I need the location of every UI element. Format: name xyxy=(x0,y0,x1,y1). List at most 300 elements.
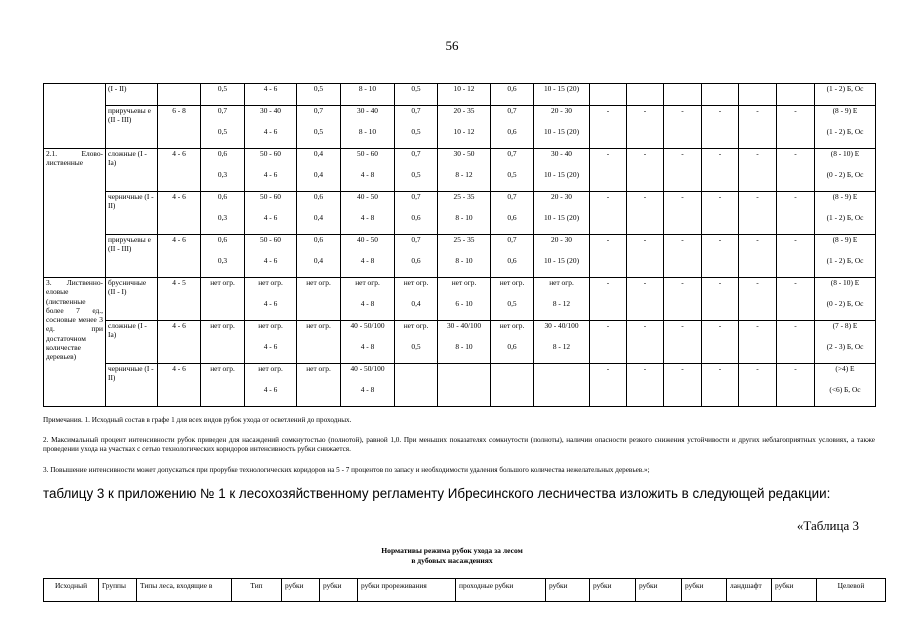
age-value: 4 - 6 xyxy=(172,321,186,330)
cell-spacer xyxy=(201,203,244,214)
value-cell xyxy=(739,321,777,364)
cell-value-bottom: 0,6 xyxy=(507,342,517,351)
cell-value: нет огр. xyxy=(306,364,331,373)
forest-type-label: черничные (I - II) xyxy=(108,192,154,211)
cell-value-bottom: 0,5 xyxy=(411,127,421,136)
target-composition-value: (8 - 10) Е xyxy=(830,278,860,287)
cell-value-top: 50 - 60 xyxy=(260,235,281,244)
table-3-header-cell: проходные рубки xyxy=(456,579,546,602)
cell-value-bottom: 0,6 xyxy=(507,256,517,265)
cell-value: нет огр. xyxy=(210,278,235,287)
target-composition-value: (8 - 9) Е xyxy=(832,192,858,201)
value-cell xyxy=(702,106,739,149)
cell-spacer xyxy=(815,117,875,128)
cell-value-top: 0,6 xyxy=(217,149,228,158)
value-cell xyxy=(491,235,534,278)
cell-value xyxy=(627,84,663,95)
cell-spacer xyxy=(201,117,244,128)
table-3-title xyxy=(0,546,904,566)
cell-value-top: 30 - 40 xyxy=(357,106,378,115)
cell-spacer xyxy=(245,117,296,128)
value-cell xyxy=(491,364,534,407)
value-cell xyxy=(297,84,341,106)
cell-value-bottom: 10 - 15 (20) xyxy=(543,256,580,265)
page-number: 56 xyxy=(445,38,459,53)
cell-value-bottom: 10 - 15 (20) xyxy=(543,170,580,179)
value-cell xyxy=(590,149,627,192)
cell-value: - xyxy=(643,106,647,115)
cell-value-top: 20 - 35 xyxy=(453,106,475,115)
age-value: 4 - 6 xyxy=(172,192,186,201)
value-cell xyxy=(341,364,395,407)
cell-value-bottom: 10 - 15 (20) xyxy=(543,213,580,222)
target-composition-value: (1 - 2) Б, Ос xyxy=(826,213,864,222)
value-cell xyxy=(627,106,664,149)
cell-value-bottom: 4 - 8 xyxy=(360,342,375,351)
cell-value-top: нет огр. xyxy=(355,278,380,287)
cell-value-top: 50 - 60 xyxy=(357,149,378,158)
value-cell xyxy=(491,192,534,235)
cell-value-bottom: 8 - 10 xyxy=(455,342,473,351)
cell-value-top: нет огр. xyxy=(499,278,525,287)
cell-value-top: нет огр. xyxy=(258,321,283,330)
cell-value-top: нет огр. xyxy=(258,364,283,373)
value-cell xyxy=(590,364,627,407)
cell-spacer xyxy=(341,375,394,386)
value-cell xyxy=(702,278,739,321)
cell-value xyxy=(534,364,589,375)
value-cell xyxy=(664,192,702,235)
cell-spacer xyxy=(201,160,244,171)
cell-value-top: 0,7 xyxy=(411,235,421,244)
forest-group-cell xyxy=(44,149,106,278)
cell-value-bottom: 0,4 xyxy=(313,170,324,179)
cell-value: - xyxy=(794,149,797,158)
value-cell xyxy=(245,364,297,407)
cell-spacer xyxy=(438,289,490,300)
value-cell xyxy=(702,192,739,235)
value-cell xyxy=(341,321,395,364)
value-cell xyxy=(702,321,739,364)
forest-type-label: черничные (I - II) xyxy=(108,364,154,383)
target-composition-value: (7 - 8) Е xyxy=(832,321,858,330)
instruction-text: таблицу 3 к приложению № 1 к лесохозяйственному регламенту Ибресинского лесничества изложить в следующей редакции: xyxy=(43,486,831,501)
cell-value: - xyxy=(718,106,722,115)
target-composition-value: (8 - 10) Е xyxy=(830,149,860,158)
note-3: 3. Повышение интенсивности может допускаться при прорубке технологических коридоров на 5 - 7 процентов по запасу и необходимости удаления большого количества нежелательных деревьев.»; xyxy=(43,466,650,474)
value-cell xyxy=(534,235,590,278)
age-cell xyxy=(158,106,201,149)
value-cell xyxy=(438,321,491,364)
cell-value xyxy=(739,84,776,95)
cell-value-bottom: 0,4 xyxy=(411,299,421,308)
target-composition-cell xyxy=(815,84,876,106)
cell-value: - xyxy=(718,149,722,158)
cell-spacer xyxy=(297,160,340,171)
cell-value: 0,5 xyxy=(217,84,228,93)
note-1: Примечания. 1. Исходный состав в графе 1 для всех видов рубок ухода от осветлений до проходных. xyxy=(43,416,352,424)
target-composition-cell xyxy=(815,235,876,278)
cell-value: - xyxy=(718,278,722,287)
value-cell xyxy=(491,106,534,149)
cell-value-bottom: 4 - 6 xyxy=(263,385,278,394)
cell-value-bottom: 0,6 xyxy=(507,127,517,136)
cell-value-bottom: 0,5 xyxy=(507,170,517,179)
value-cell xyxy=(297,235,341,278)
value-cell xyxy=(395,364,438,407)
cell-spacer xyxy=(297,246,340,257)
table-row xyxy=(44,149,876,192)
cell-value: - xyxy=(756,149,759,158)
value-cell xyxy=(438,84,491,106)
value-cell xyxy=(201,278,245,321)
value-cell xyxy=(201,84,245,106)
cell-spacer xyxy=(815,289,875,300)
value-cell xyxy=(627,321,664,364)
forest-type-label: приручьевы е (II - III) xyxy=(108,106,151,125)
cell-value-bottom: 4 - 8 xyxy=(360,213,375,222)
table-3-header-cell: Группы xyxy=(99,579,137,602)
value-cell xyxy=(739,149,777,192)
cell-value-bottom: 0,5 xyxy=(411,342,421,351)
forest-group-cell xyxy=(44,278,106,407)
target-composition-value: (<6) Б, Ос xyxy=(829,385,861,394)
value-cell xyxy=(395,192,438,235)
cell-spacer xyxy=(245,246,296,257)
table-3-header-cell: Типы леса, входящие в xyxy=(137,579,232,602)
cell-value: - xyxy=(643,235,647,244)
target-composition-value: (8 - 9) Е xyxy=(832,106,858,115)
value-cell xyxy=(627,235,664,278)
value-cell xyxy=(739,364,777,407)
cell-value-top: 25 - 35 xyxy=(453,192,475,201)
target-composition-value: (8 - 9) Е xyxy=(832,235,858,244)
cell-value: - xyxy=(681,106,684,115)
value-cell xyxy=(438,106,491,149)
cell-spacer xyxy=(491,203,533,214)
note-2: 2. Максимальный процент интенсивности рубок приведен для насаждений сомкнутостью (полнотой), равной 1,0. При меньших показателях сомкнутости (полноты), наличии опасности резкого снижения устойчивости и других неблагоприятных условиях, а также проведении ухода на участках с сетью технологических коридоров интенсивность рубки снижается. xyxy=(43,436,875,453)
table-row xyxy=(44,278,876,321)
cell-value-top: 0,6 xyxy=(217,235,228,244)
table-3-header xyxy=(43,578,886,602)
age-value xyxy=(158,84,200,95)
cell-value-top: 40 - 50/100 xyxy=(350,321,385,330)
forest-type-label: сложные (I - Ia) xyxy=(108,321,147,340)
cell-value-top: 20 - 30 xyxy=(551,106,572,115)
cell-value-top: 0,7 xyxy=(217,106,228,115)
value-cell xyxy=(341,84,395,106)
cell-value-bottom: 4 - 6 xyxy=(263,256,278,265)
value-cell xyxy=(739,278,777,321)
age-value: 4 - 5 xyxy=(172,278,186,287)
forest-type-cell xyxy=(106,149,158,192)
value-cell xyxy=(201,106,245,149)
cell-spacer xyxy=(815,332,875,343)
cell-value-top: 0,7 xyxy=(507,149,517,158)
value-cell xyxy=(627,278,664,321)
value-cell xyxy=(245,192,297,235)
cell-spacer xyxy=(201,246,244,257)
cell-value-top: нет огр. xyxy=(451,278,477,287)
cell-value-bottom: 0,3 xyxy=(217,213,228,222)
cell-spacer xyxy=(438,203,490,214)
cell-value-top: 30 - 40 xyxy=(260,106,281,115)
cell-spacer xyxy=(341,289,394,300)
cell-spacer xyxy=(815,203,875,214)
cell-value-top: нет огр. xyxy=(403,278,429,287)
cell-value-top: 0,6 xyxy=(313,192,324,201)
cell-value-bottom: 0,6 xyxy=(507,213,517,222)
table-3-title-line-1: Нормативы режима рубок ухода за лесом xyxy=(381,546,523,555)
table-row xyxy=(44,106,876,149)
cell-value: 0,5 xyxy=(411,84,421,93)
cell-spacer xyxy=(534,160,589,171)
value-cell xyxy=(664,278,702,321)
cell-value-bottom: 0,6 xyxy=(411,213,421,222)
cell-value-bottom: 8 - 10 xyxy=(358,127,377,136)
value-cell xyxy=(534,149,590,192)
value-cell xyxy=(297,192,341,235)
cell-value-top: 0,4 xyxy=(313,149,324,158)
target-composition-cell xyxy=(815,321,876,364)
forest-type-cell xyxy=(106,84,158,106)
table-3-header-cell: рубки прореживания xyxy=(358,579,456,602)
value-cell xyxy=(245,278,297,321)
target-composition-cell xyxy=(815,149,876,192)
cell-value-bottom: 0,3 xyxy=(217,256,228,265)
cell-value xyxy=(491,364,533,375)
age-cell xyxy=(158,364,201,407)
table-3-header-cell: рубки xyxy=(772,579,817,602)
cell-value-top: 0,6 xyxy=(217,192,228,201)
cell-value: - xyxy=(756,278,759,287)
value-cell xyxy=(534,192,590,235)
value-cell xyxy=(739,235,777,278)
cell-value: - xyxy=(643,364,647,373)
cell-value: - xyxy=(606,192,610,201)
value-cell xyxy=(245,106,297,149)
forest-type-label: брусничные (II - I) xyxy=(108,278,147,297)
target-composition-cell xyxy=(815,192,876,235)
value-cell xyxy=(590,321,627,364)
value-cell xyxy=(627,149,664,192)
cell-value: - xyxy=(794,278,797,287)
cell-value-bottom: 0,4 xyxy=(313,213,324,222)
forest-group-label: 3. Лиственно-еловые (лиственные более 7 ед., сосновые менее 3 ед. при достаточном количестве деревьев) xyxy=(46,278,103,362)
cell-spacer xyxy=(341,332,394,343)
target-composition-value: (1 - 2) Б, Ос xyxy=(826,84,864,93)
cell-value-top: 0,7 xyxy=(411,106,421,115)
cell-value-bottom: 4 - 6 xyxy=(263,299,278,308)
cell-spacer xyxy=(815,375,875,386)
cell-spacer xyxy=(491,117,533,128)
table-3-header-cell: рубки xyxy=(320,579,358,602)
target-composition-value: (0 - 2) Б, Ос xyxy=(826,170,864,179)
cell-value-top: 20 - 30 xyxy=(551,235,572,244)
value-cell xyxy=(627,364,664,407)
value-cell xyxy=(395,235,438,278)
cell-value-bottom: 8 - 12 xyxy=(552,342,571,351)
forest-type-cell xyxy=(106,364,158,407)
forest-type-cell xyxy=(106,235,158,278)
value-cell xyxy=(395,149,438,192)
cell-value: - xyxy=(643,192,647,201)
cell-spacer xyxy=(395,160,437,171)
cell-value-bottom: 6 - 10 xyxy=(455,299,473,308)
cell-value: 10 - 15 (20) xyxy=(543,84,580,93)
value-cell xyxy=(395,278,438,321)
value-cell xyxy=(590,235,627,278)
age-cell xyxy=(158,235,201,278)
cell-spacer xyxy=(438,160,490,171)
value-cell xyxy=(297,149,341,192)
cell-value-bottom: 4 - 8 xyxy=(360,299,375,308)
target-composition-value: (1 - 2) Б, Ос xyxy=(826,256,864,265)
cell-spacer xyxy=(395,117,437,128)
target-composition-cell xyxy=(815,278,876,321)
value-cell xyxy=(438,192,491,235)
value-cell xyxy=(438,364,491,407)
value-cell xyxy=(777,106,815,149)
value-cell xyxy=(627,192,664,235)
cell-value-bottom: 10 - 12 xyxy=(453,127,475,136)
cell-spacer xyxy=(815,160,875,171)
age-cell xyxy=(158,84,201,106)
cell-spacer xyxy=(341,246,394,257)
cell-spacer xyxy=(341,117,394,128)
cell-value-top: 0,7 xyxy=(507,106,517,115)
cell-spacer xyxy=(438,332,490,343)
cell-spacer xyxy=(297,203,340,214)
target-composition-value: (2 - 3) Б, Ос xyxy=(826,342,864,351)
cell-spacer xyxy=(491,289,533,300)
cell-value xyxy=(438,364,490,375)
target-composition-cell xyxy=(815,364,876,407)
value-cell xyxy=(739,106,777,149)
cell-spacer xyxy=(534,246,589,257)
forest-type-cell xyxy=(106,106,158,149)
cell-value-bottom: 4 - 6 xyxy=(263,213,278,222)
cell-value-bottom: 0,6 xyxy=(411,256,421,265)
cell-value-bottom: 8 - 12 xyxy=(455,170,473,179)
cell-value: - xyxy=(756,192,759,201)
cell-value: нет огр. xyxy=(306,278,331,287)
cell-value xyxy=(395,364,437,375)
value-cell xyxy=(534,321,590,364)
value-cell xyxy=(201,192,245,235)
age-cell xyxy=(158,192,201,235)
cell-value: - xyxy=(606,149,610,158)
value-cell xyxy=(702,364,739,407)
cell-value xyxy=(702,84,738,95)
value-cell xyxy=(297,321,341,364)
cell-value-top: нет огр. xyxy=(403,321,429,330)
value-cell xyxy=(534,364,590,407)
value-cell xyxy=(201,321,245,364)
table-row xyxy=(44,321,876,364)
cell-value-top: 50 - 60 xyxy=(260,192,281,201)
value-cell xyxy=(739,192,777,235)
cell-spacer xyxy=(534,117,589,128)
cell-value: - xyxy=(718,235,722,244)
value-cell xyxy=(297,364,341,407)
table-3-header-row xyxy=(44,579,886,602)
cell-value: - xyxy=(606,278,610,287)
value-cell xyxy=(395,106,438,149)
cell-value: нет огр. xyxy=(210,364,235,373)
forest-type-cell xyxy=(106,321,158,364)
table-3-header-cell: Целевой xyxy=(817,579,886,602)
age-value: 4 - 6 xyxy=(172,149,186,158)
value-cell xyxy=(438,149,491,192)
cell-value: - xyxy=(794,192,797,201)
forest-type-cell xyxy=(106,278,158,321)
cell-value xyxy=(777,84,814,95)
value-cell xyxy=(590,106,627,149)
cell-value-bottom: 4 - 8 xyxy=(360,385,375,394)
cell-value-bottom: 4 - 8 xyxy=(360,256,375,265)
cell-value-bottom: 0,5 xyxy=(217,127,228,136)
cell-value-top: нет огр. xyxy=(549,278,574,287)
value-cell xyxy=(590,84,627,106)
value-cell xyxy=(341,235,395,278)
cell-value: 8 - 10 xyxy=(358,84,377,93)
cell-spacer xyxy=(491,246,533,257)
value-cell xyxy=(702,84,739,106)
cell-spacer xyxy=(395,332,437,343)
cell-value-bottom: 4 - 8 xyxy=(360,170,375,179)
cell-value-top: нет огр. xyxy=(499,321,525,330)
table-3-header-cell: рубки xyxy=(282,579,320,602)
cell-spacer xyxy=(245,160,296,171)
value-cell xyxy=(341,192,395,235)
value-cell xyxy=(395,321,438,364)
cell-value: - xyxy=(794,321,797,330)
cell-value: - xyxy=(718,192,722,201)
age-value: 4 - 6 xyxy=(172,235,186,244)
value-cell xyxy=(590,278,627,321)
value-cell xyxy=(777,192,815,235)
value-cell xyxy=(664,321,702,364)
table-3-header-cell: Тип xyxy=(232,579,282,602)
cell-spacer xyxy=(534,289,589,300)
cell-spacer xyxy=(534,332,589,343)
cell-value-bottom: 8 - 12 xyxy=(552,299,571,308)
cell-value-top: нет огр. xyxy=(258,278,283,287)
cell-value-bottom: 4 - 6 xyxy=(263,127,278,136)
cell-value-top: 40 - 50/100 xyxy=(350,364,385,373)
cell-spacer xyxy=(534,203,589,214)
value-cell xyxy=(702,235,739,278)
cell-spacer xyxy=(245,289,296,300)
value-cell xyxy=(245,84,297,106)
value-cell xyxy=(627,84,664,106)
value-cell xyxy=(201,364,245,407)
cell-value-top: 20 - 30 xyxy=(551,192,572,201)
cell-value: 10 - 12 xyxy=(453,84,475,93)
cell-spacer xyxy=(297,117,340,128)
value-cell xyxy=(438,278,491,321)
value-cell xyxy=(777,235,815,278)
value-cell xyxy=(491,84,534,106)
cell-value-top: 0,7 xyxy=(411,149,421,158)
cell-value: - xyxy=(681,321,684,330)
cell-value: нет огр. xyxy=(210,321,235,330)
target-composition-cell xyxy=(815,106,876,149)
age-cell xyxy=(158,321,201,364)
cell-value: - xyxy=(606,235,610,244)
cell-spacer xyxy=(395,203,437,214)
